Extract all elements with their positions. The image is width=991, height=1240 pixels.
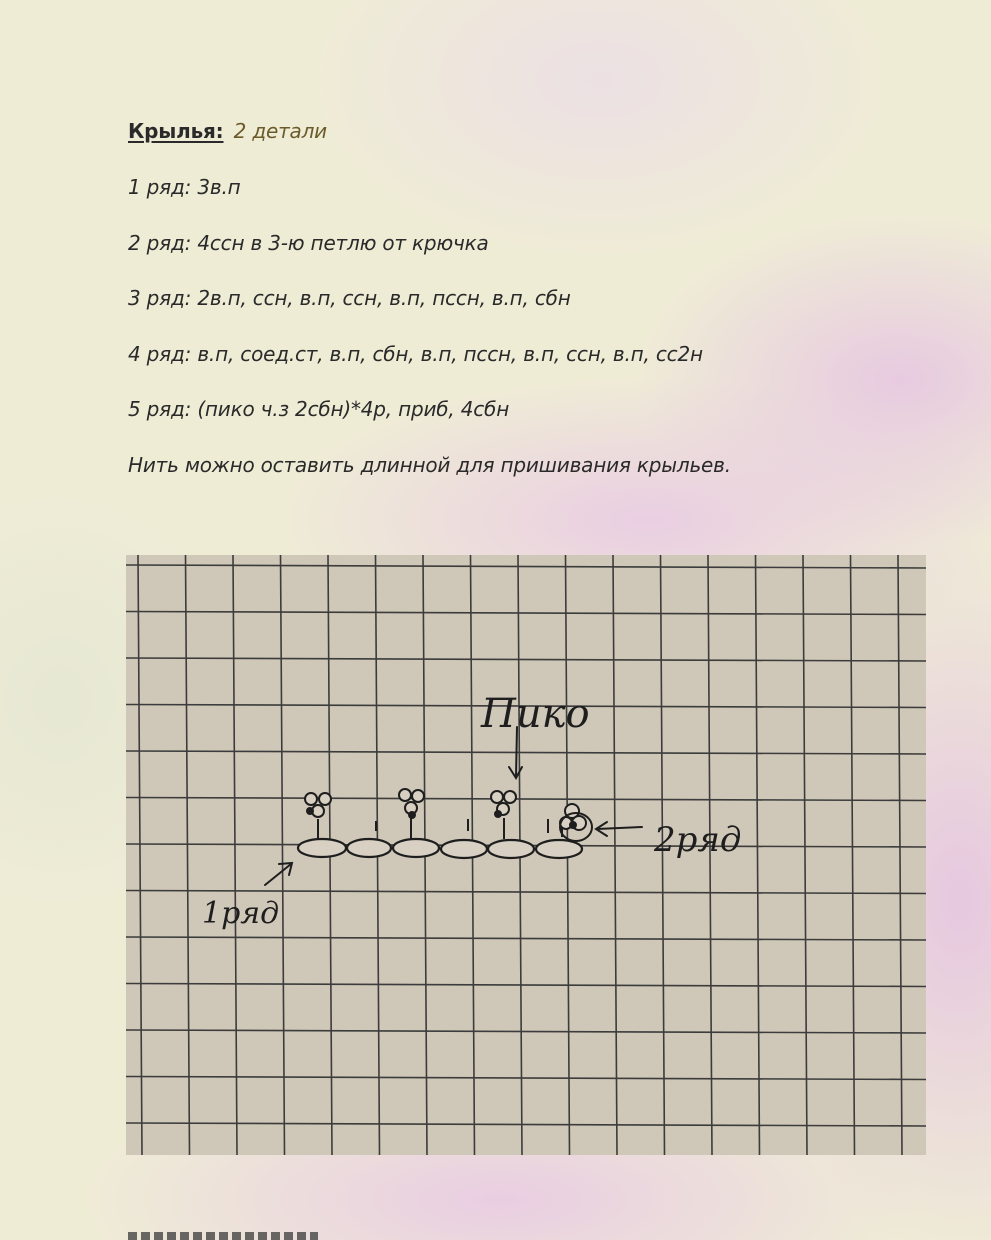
cut-off-text-line bbox=[128, 1232, 318, 1240]
label-picot: Пико bbox=[481, 691, 590, 737]
row-instruction-3: 3 ряд: 2в.п, ссн, в.п, ссн, в.п, пссн, в.п, сбн bbox=[128, 286, 571, 310]
crochet-diagram bbox=[126, 555, 926, 1155]
row-instruction-2: 2 ряд: 4ссн в 3-ю петлю от крючка bbox=[128, 230, 489, 255]
section-subtitle: 2 детали bbox=[233, 119, 327, 143]
row-instruction-1: 1 ряд: 3в.п bbox=[128, 175, 241, 199]
chain-oval bbox=[347, 839, 391, 857]
row-instruction-4: 4 ряд: в.п, соед.ст, в.п, сбн, в.п, пссн, в.п, ссн, в.п, сс2н bbox=[128, 341, 703, 366]
crochet-diagram-photo bbox=[126, 555, 926, 1155]
pattern-document bbox=[128, 114, 928, 503]
chain-oval bbox=[488, 840, 534, 858]
section-title: Крылья: bbox=[128, 119, 224, 143]
chain-oval bbox=[393, 839, 439, 857]
note-text: Нить можно оставить длинной для пришивания крыльев. bbox=[128, 452, 731, 477]
label-row1: 1ряд bbox=[202, 896, 280, 931]
label-row2: 2ряд bbox=[654, 820, 742, 860]
chain-oval bbox=[441, 840, 487, 858]
row-instruction-5: 5 ряд: (пико ч.з 2сбн)*4р, приб, 4сбн bbox=[128, 397, 510, 421]
chain-oval bbox=[298, 839, 346, 857]
chain-oval bbox=[536, 840, 582, 858]
title-line bbox=[128, 114, 928, 148]
